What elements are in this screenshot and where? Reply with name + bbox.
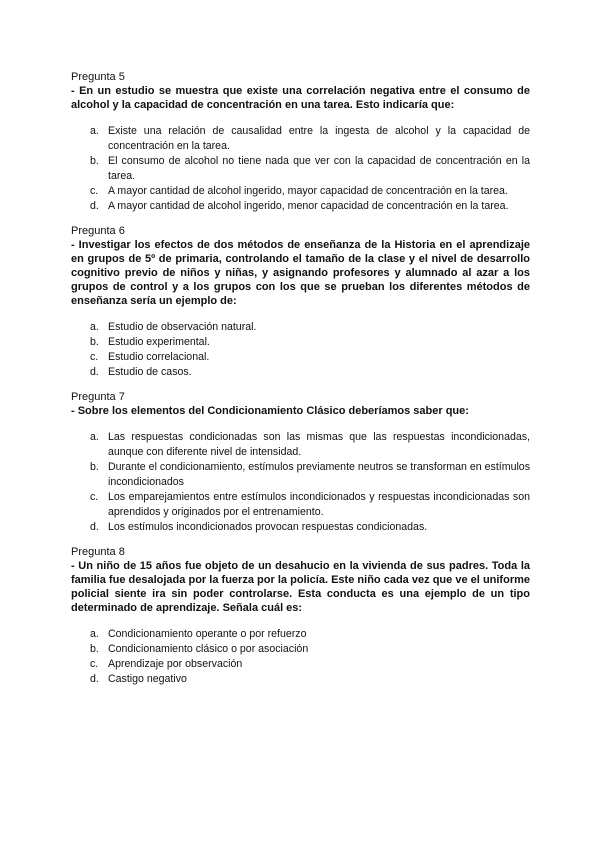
- option-d: [71, 365, 530, 380]
- option-letter: c.: [90, 658, 99, 670]
- option-letter: c.: [90, 185, 99, 197]
- question-5: [71, 70, 530, 214]
- option-text: Estudio de casos.: [108, 366, 192, 378]
- question-stem: - Sobre los elementos del Condicionamiento Clásico deberíamos saber que:: [71, 405, 469, 417]
- option-text: Los estímulos incondicionados provocan respuestas condicionadas.: [108, 521, 428, 533]
- option-list: [71, 430, 530, 535]
- option-letter: d.: [90, 521, 99, 533]
- question-8: [71, 545, 530, 687]
- question-6: [71, 224, 530, 380]
- question-stem: - Un niño de 15 años fue objeto de un desahucio en la vivienda de sus padres. Toda la familia fue desalojada por la fuerza por la policía. Este niño cada vez que ve el uniforme policial siente ira sin poder controlarse. Esta conducta es una ejemplo de un tipo determinado de aprendizaje. Señala cuál es:: [71, 560, 530, 614]
- option-letter: a.: [90, 628, 99, 640]
- option-list: [71, 320, 530, 380]
- question-stem: - Investigar los efectos de dos métodos de enseñanza de la Historia en el aprendizaje en grupos de 5º de primaria, controlando el tamaño de la clase y el nivel de desarrollo cognitivo previo de niños y niñas, y asignando profesores y alumnado al azar a los grupos de control y a los grupos con los que se prueban los diferentes métodos de enseñanza sería un ejemplo de:: [71, 239, 530, 307]
- option-a: [71, 320, 530, 335]
- option-text: A mayor cantidad de alcohol ingerido, mayor capacidad de concentración en la tarea.: [108, 185, 508, 197]
- option-letter: c.: [90, 351, 99, 363]
- option-letter: b.: [90, 336, 99, 348]
- option-text: Estudio correlacional.: [108, 351, 210, 363]
- option-d: [71, 520, 530, 535]
- option-b: [71, 642, 530, 657]
- option-text: Las respuestas condicionadas son las mismas que las respuestas incondicionadas, aunque con diferente nivel de intensidad.: [108, 431, 530, 458]
- option-letter: a.: [90, 431, 99, 443]
- option-text: Existe una relación de causalidad entre la ingesta de alcohol y la capacidad de concentración en la tarea.: [108, 125, 530, 152]
- option-text: Durante el condicionamiento, estímulos previamente neutros se transforman en estímulos incondicionados: [108, 461, 530, 488]
- option-letter: c.: [90, 491, 99, 503]
- document-page: [71, 70, 530, 697]
- option-c: [71, 184, 530, 199]
- option-text: Condicionamiento operante o por refuerzo: [108, 628, 307, 640]
- option-letter: d.: [90, 200, 99, 212]
- option-letter: a.: [90, 125, 99, 137]
- option-d: [71, 199, 530, 214]
- option-a: [71, 430, 530, 460]
- option-text: Condicionamiento clásico o por asociación: [108, 643, 309, 655]
- option-text: Los emparejamientos entre estímulos incondicionados y respuestas incondicionadas son aprendidos y originados por el entrenamiento.: [108, 491, 530, 518]
- option-text: Aprendizaje por observación: [108, 658, 243, 670]
- option-c: [71, 490, 530, 520]
- option-letter: d.: [90, 673, 99, 685]
- option-letter: b.: [90, 155, 99, 167]
- question-stem: - En un estudio se muestra que existe una correlación negativa entre el consumo de alcohol y la capacidad de concentración en una tarea. Esto indicaría que:: [71, 85, 530, 111]
- option-text: Estudio de observación natural.: [108, 321, 257, 333]
- option-letter: d.: [90, 366, 99, 378]
- option-c: [71, 350, 530, 365]
- question-title: Pregunta 7: [71, 391, 125, 403]
- question-title: Pregunta 5: [71, 71, 125, 83]
- option-b: [71, 460, 530, 490]
- question-7: [71, 390, 530, 535]
- option-b: [71, 154, 530, 184]
- option-a: [71, 124, 530, 154]
- option-text: Estudio experimental.: [108, 336, 210, 348]
- question-title: Pregunta 8: [71, 546, 125, 558]
- option-letter: b.: [90, 461, 99, 473]
- option-b: [71, 335, 530, 350]
- option-list: [71, 627, 530, 687]
- option-a: [71, 627, 530, 642]
- option-letter: b.: [90, 643, 99, 655]
- option-list: [71, 124, 530, 214]
- option-letter: a.: [90, 321, 99, 333]
- option-c: [71, 657, 530, 672]
- option-text: El consumo de alcohol no tiene nada que ver con la capacidad de concentración en la tarea.: [108, 155, 530, 182]
- option-d: [71, 672, 530, 687]
- option-text: A mayor cantidad de alcohol ingerido, menor capacidad de concentración en la tarea.: [108, 200, 509, 212]
- option-text: Castigo negativo: [108, 673, 187, 685]
- question-title: Pregunta 6: [71, 225, 125, 237]
